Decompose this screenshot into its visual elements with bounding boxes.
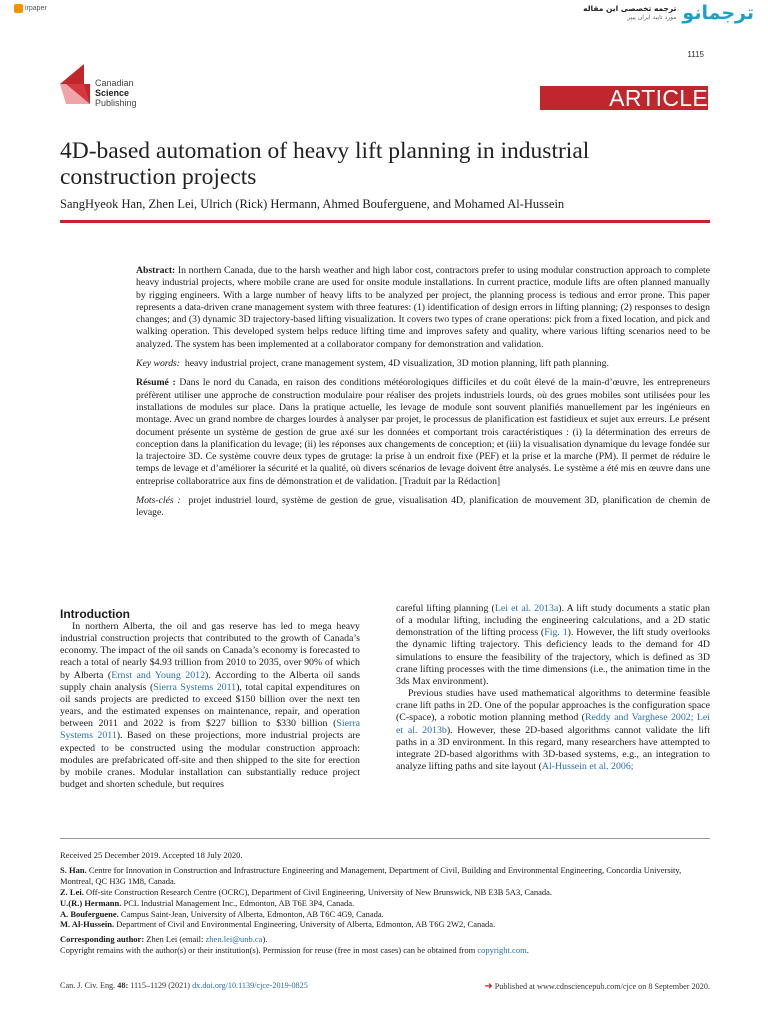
section-heading-introduction: Introduction (60, 607, 130, 621)
ref-link[interactable]: Ernst and Young 2012 (111, 669, 206, 681)
ref-link[interactable]: Reddy and Varghese 2002; Lei et al. 2013b (396, 712, 711, 736)
page-number: 1115 (687, 50, 704, 59)
abstract-block (136, 265, 710, 520)
affil-han: S. Han. Centre for Innovation in Construction and Infrastructure Engineering and Management, Department of Civil, Building and Environmental Engineering, Concordia University, Montreal, QC H3G 1M8, Canada. (60, 864, 682, 886)
received-dates: Received 25 December 2019. Accepted 18 July 2020. (60, 850, 243, 860)
citation: Can. J. Civ. Eng. 48: 1115–1129 (2021) dx.doi.org/10.1139/cjce-2019-0825 (60, 981, 308, 990)
arrow-icon: ➜ (484, 981, 493, 992)
title-divider (60, 220, 710, 223)
paper-title: 4D-based automation of heavy lift planning in industrial construction projects (60, 138, 590, 190)
corresponding-author: Corresponding author: Zhen Lei (email: zhen.lei@unb.ca). (60, 934, 268, 945)
copyright-link[interactable]: copyright.com (477, 945, 527, 956)
abstract-paragraph: Abstract: In northern Canada, due to the harsh weather and high labor cost, contractors prefer to using modular construction approach to complete heavy industrial projects, where mobile crane are used for onsite module installations. In current practice, module lifts are often planned manually by rigging engineers. With a large number of heavy lifts to be analyzed per project, the planning process is tedious and error prone. This paper represents a data-driven crane management system with three features: (1) identification of design errors in lifting planning; (2) responses to design changes; and (3) dynamic 3D trajectory-based lifting visualization. It covers two types of crane operations: pick from a fixed location, and pick and walking operation. This developed system helps reduce lifting time and improves safety and quality, where various lifting scenarios need to be analyzed. The system has been implemented at a collaborator company for demonstration and validation. (136, 265, 711, 350)
intro-right-column (396, 603, 710, 773)
intro-paragraph-2: Previous studies have used mathematical algorithms to determine feasible crane lift paths in 2D. One of the popular approaches is the configuration space (C-space), a robotic motion planning method (Reddy and Varghese 2002; Lei et al. 2013b). However, these 2D-based algorithms cannot validate the lift paths in a 3D environment. In this regard, many researchers have attempted to integrate 2D-based algorithms with 3D-based systems, e.g., an integration to analyze lifting paths and site layout (Al-Hussein et al. 2006; (396, 688, 711, 773)
published-info: ➜ Published at www.cdnsciencepub.com/cjce on 8 September 2020. (484, 981, 710, 992)
csp-logo-icon (60, 64, 90, 104)
page-footer (60, 981, 710, 992)
translate-sub-text: مورد تایید ایران پیپر (627, 13, 677, 21)
affil-hermann: U.(R.) Hermann. PCL Industrial Management Inc., Edmonton, AB T6E 3P4, Canada. (60, 897, 355, 908)
copyright-notice: Copyright remains with the author(s) or their institution(s). Permission for reuse (free in most cases) can be obtained from copyright.com. (60, 945, 529, 956)
affil-alhussein: M. Al-Hussein. Department of Civil and Environmental Engineering, University of Alberta, Edmonton, AB T6G 2W2, Canada. (60, 919, 496, 930)
translate-service-text: ترجمه تخصصی این مقاله (583, 4, 677, 14)
ref-link[interactable]: Al-Hussein et al. 2006; (541, 761, 634, 773)
figure-link[interactable]: Fig. 1 (544, 627, 568, 639)
affil-bouferguene: A. Bouferguene. Campus Saint-Jean, University of Alberta, Edmonton, AB T6C 4G9, Canada. (60, 908, 384, 919)
intro-left-column (60, 621, 360, 791)
irpaper-logo-icon (14, 4, 23, 13)
translation-ad[interactable] (583, 2, 754, 24)
irpaper-badge[interactable] (14, 4, 47, 13)
ref-link[interactable]: Lei et al. 2013a (494, 603, 559, 614)
intro-paragraph-1-cont: careful lifting planning (Lei et al. 2013a). A lift study documents a static plan of a modular lifting, including the engineering calculations, and a 2D static demonstration of the lifting process (Fig. 1). However, the lift study overlooks the dynamic lifting trajectory. This deficiency leads to the demand for 4D simulations to ensure the feasibility of the trajectory, which is defined as 3D crane lifting processes with the time dimensions (i.e., the animation time in the 3ds Max environment). (396, 603, 710, 687)
ref-link[interactable]: Sierra Systems 2011 (153, 681, 237, 693)
article-label: ARTICLE (609, 85, 708, 111)
affiliations-block (60, 850, 710, 956)
ref-link[interactable]: Sierra Systems 2011 (60, 718, 360, 742)
translate-logo: ترجمانو (682, 2, 754, 24)
publisher-name: Canadian Science Publishing (95, 78, 137, 109)
irpaper-label: irpaper (25, 5, 47, 12)
doi-link[interactable]: dx.doi.org/10.1139/cjce-2019-0825 (192, 981, 308, 990)
affil-lei: Z. Lei. Off-site Construction Research Centre (OCRC), Department of Civil Engineering, University of New Brunswick, NB E3B 5A3, Canada. (60, 886, 553, 897)
author-list: SangHyeok Han, Zhen Lei, Ulrich (Rick) Hermann, Ahmed Bouferguene, and Mohamed Al-Hussein (60, 197, 565, 211)
intro-paragraph-1: In northern Alberta, the oil and gas reserve has led to mega heavy industrial construction projects that contributed to the growth of Canada’s economy. The impact of the oil sands on Canada’s economy is forecasted to reach a total of nearly $4.93 trillion from 2010 to 2035, over 90% of which by Alberta (Ernst and Young 2012). According to the Alberta oil sands supply chain analysis (Sierra Systems 2011), total capital expenditures on oil sands projects are predicted to exceed $150 billion over the next ten years, and the estimated expenses on maintenance, repair, and operation between 2011 and 2022 is from $227 billion to $330 billion (Sierra Systems 2011). Based on these projections, more industrial projects are expected to be constructed using the modular construction approach: modules are prefabricated off-site and then shipped to the site for erection by mobile cranes. Modular installation can substantially reduce project budget and shorten schedule, but requires (60, 621, 360, 791)
resume-paragraph: Résumé : Dans le nord du Canada, en raison des conditions météorologiques difficiles et du coût élevé de la main-d’œuvre, les entrepreneurs préfèrent utiliser une approche de construction modulaire pour réaliser des projets industriels lourds, où des grues mobiles sont utilisées pour les installations de modules sur place. Dans la pratique actuelle, les levage de module sont souvent planifiés manuellement par les ingénieurs en montage. Avec un grand nombre de charges lourdes à analyser par projet, le processus de planification est fastidieux et sujet aux erreurs. Le présent document présente un système de gestion de grue axé sur les données et comportant trois caractéristiques : (i) la détermination des erreurs de conception dans la planification du levage; (ii) les réponses aux changements de conception; et (iii) la visualisation dynamique du levage fondée sur la trajectoire 3D. Ce système couvre deux types de grutage: la prise à un endroit fixe (PEF) et la prise et la marche (PM). Il permet de réduire le temps de levage et d’améliorer la sécurité et la qualité, où divers scénarios de levage doivent être analysés. Le système a été mis en œuvre dans une entreprise collaboratrice aux fins de démonstration et de validation. [Traduit par la Rédaction] (136, 377, 711, 487)
mots-cles: Mots-clés : projet industriel lourd, système de gestion de grue, visualisation 4D, planification de mouvement 3D, planification de chemin de levage. (136, 495, 710, 519)
email-link[interactable]: zhen.lei@unb.ca (205, 934, 263, 945)
footnote-divider (60, 838, 710, 839)
keywords: Key words: heavy industrial project, crane management system, 4D visualization, 3D motion planning, lift path planning. (136, 358, 609, 370)
